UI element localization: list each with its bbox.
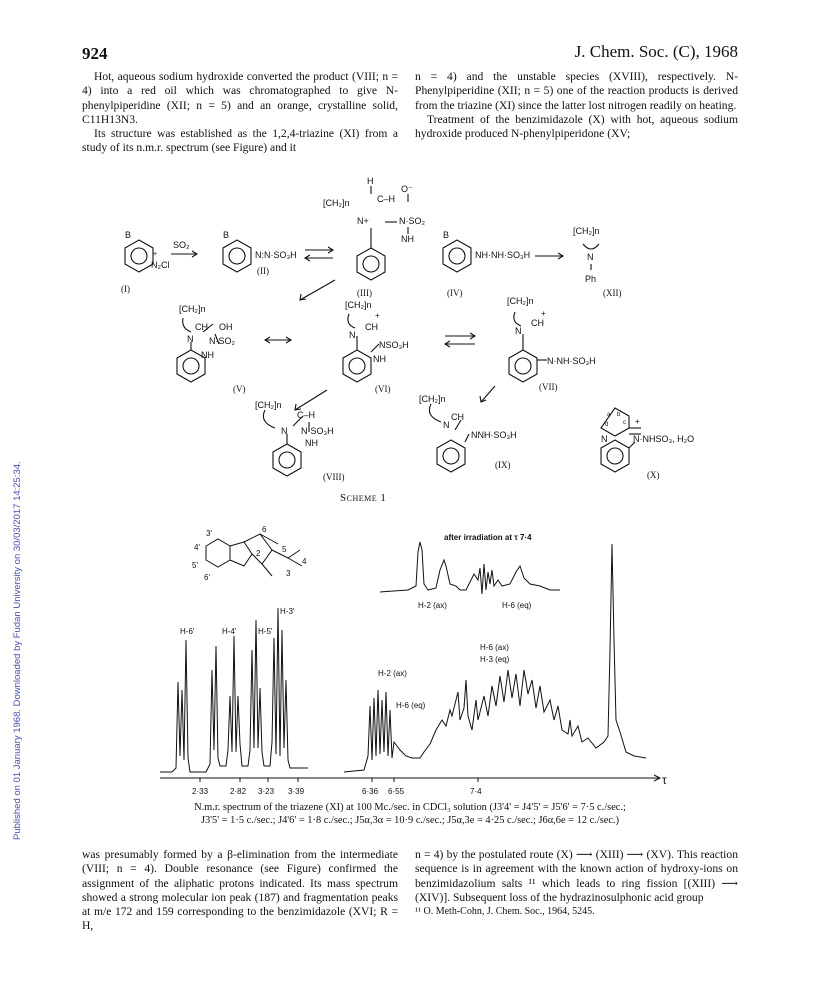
position-label: 4 [302, 557, 307, 566]
label-VI: (VI) [375, 384, 391, 394]
substituent-B: B [443, 230, 450, 240]
journal-header: J. Chem. Soc. (C), 1968 [574, 42, 738, 61]
inset-title: after irradiation at τ 7·4 [444, 533, 532, 542]
tick-label: 3·23 [258, 787, 275, 796]
top-left-column [82, 70, 398, 156]
nh-group: NH [373, 354, 386, 364]
triazine-benzo-ring [206, 539, 230, 567]
axis-symbol-tau: τ [662, 773, 667, 787]
label-IV: (IV) [447, 288, 463, 298]
peak-label-h3prime: H-3' [280, 607, 295, 616]
download-watermark [2, 120, 23, 840]
scheme-title: Scheme 1 [340, 492, 387, 504]
ch2n-chain: [CH₂]n [179, 304, 206, 314]
tick-label: 7·4 [470, 787, 482, 796]
position-label: 5' [192, 561, 198, 570]
ring-letter-d: d [605, 422, 609, 428]
tick-label: 6·36 [362, 787, 379, 796]
benzene-ring-II [223, 240, 251, 272]
nh-group: NH [401, 234, 414, 244]
position-label: 4' [194, 543, 200, 552]
nh-group: NH [201, 350, 214, 360]
hydrazino-sulphonic-group: NH·NH·SO₃H [475, 250, 531, 260]
benzene-ring-IX [437, 440, 465, 472]
paragraph: Hot, aqueous sodium hydroxide converted the product (VIII; n = 4) into a red oil which was chromatographed to give N-phenylpiperidine (XII; n = 5) and an orange, crystalline solid, C11H13N3. [82, 70, 398, 126]
diazosulphonic-group: N:N·SO₃H [255, 250, 297, 260]
peak-label-h6ax: H-6 (ax) [480, 643, 509, 652]
n-plus: N+ [357, 216, 369, 226]
ring-letter-a: a [607, 412, 611, 418]
inset-label-h2ax: H-2 (ax) [418, 601, 447, 610]
page-number: 924 [82, 44, 108, 63]
atom-N: N [187, 334, 194, 344]
atom-N: N [601, 434, 608, 444]
label-VII: (VII) [539, 382, 558, 392]
nso3h-group: NSO₃H [379, 340, 409, 350]
footnote: ¹¹ O. Meth-Cohn, J. Chem. Soc., 1964, 5245. [415, 906, 595, 918]
ch2n-chain: [CH₂]n [573, 226, 600, 236]
plus-sign: + [635, 417, 640, 426]
position-label: 6 [262, 525, 267, 534]
benzene-ring-X [601, 440, 629, 472]
label-III: (III) [357, 288, 372, 298]
bottom-left-column [82, 848, 398, 934]
nh-group: NH [305, 438, 318, 448]
peak-label-h5prime: H-5' [258, 627, 273, 636]
ch-group: CH [365, 322, 378, 332]
ch2n-chain: [CH₂]n [255, 400, 282, 410]
caption-line: N.m.r. spectrum of the triazene (XI) at 100 Mc./sec. in CDCl₃ solution (J3'4' = J4'5' = J5'6' = 7·5 c./sec.; [194, 802, 626, 813]
benzene-ring-VIII [273, 444, 301, 476]
ch2n-chain: [CH₂]n [323, 198, 350, 208]
n-so3h-group: N·SO₃H [301, 426, 334, 436]
tick-label: 6·55 [388, 787, 405, 796]
label-IX: (IX) [495, 460, 511, 470]
ch2n-chain: [CH₂]n [419, 394, 446, 404]
position-label: 2 [256, 549, 261, 558]
position-label: 6' [204, 573, 210, 582]
n-so2: N·SO₂ [399, 216, 425, 226]
figure-caption [140, 802, 680, 827]
atom-N: N [587, 252, 594, 262]
ch-group: CH [195, 322, 208, 332]
paragraph: n = 4) and the unstable species (XVIII), respectively. N-Phenylpiperidine (XII; n = 5) one of the reaction products is derived from the triazine (XI) since the latter lost nitrogen readily on heating. [415, 70, 738, 112]
atom-N: N [349, 330, 356, 340]
atom-N: N [281, 426, 288, 436]
ch-group: CH [451, 412, 464, 422]
plus-sign: + [153, 251, 158, 258]
caption-line: J3'5' = 1·5 c./sec.; J4'6' = 1·8 c./sec.; J5α,3α = 10·9 c./sec.; J5α,3e = 4·25 c./sec.; J6α,6e = 12 c./sec.) [200, 814, 620, 826]
ring-letter-c: c [623, 420, 626, 426]
label-VIII: (VIII) [323, 472, 345, 482]
oxide-anion: O⁻ [401, 184, 413, 194]
position-label: 5 [282, 545, 287, 554]
position-label: 3' [206, 529, 212, 538]
nmr-spectrum-figure [140, 520, 700, 805]
label-I: (I) [121, 284, 130, 294]
tick-label: 2·33 [192, 787, 209, 796]
peak-label-h4prime: H-4' [222, 627, 237, 636]
paragraph: was presumably formed by a β-elimination from the intermediate (VIII; n = 4). Double resonance (see Figure) confirmed the assignment of the aliphatic protons indicated. Its mass spectrum showed a strong molecular ion peak (187) and fragmentation peaks at m/e 172 and 159 corresponding to the benzimidazole (XVI; R = H, [82, 848, 398, 933]
paragraph: Its structure was established as the 1,2,4-triazine (XI) from a study of its n.m.r. spectrum (see Figure) and it [82, 127, 398, 155]
benzene-ring-VI [343, 350, 371, 382]
n-so2: N·SO₂ [209, 336, 235, 346]
benzene-ring-III [357, 248, 385, 280]
c-h-group: C–H [297, 410, 316, 420]
benzene-ring-VII [509, 350, 537, 382]
nnh-so3h-group: NNH·SO₃H [471, 430, 517, 440]
peak-label-h6eq: H-6 (eq) [396, 701, 426, 710]
reagent-so2: SO₂ [173, 240, 190, 250]
plus-sign: + [375, 311, 380, 320]
phenyl: Ph [585, 274, 597, 284]
atom-N: N [515, 326, 522, 336]
peak-label-h3eq: H-3 (eq) [480, 655, 510, 664]
ch2n-chain: [CH₂]n [507, 296, 534, 306]
atom-H: H [367, 176, 374, 186]
plus-sign: + [541, 309, 546, 318]
hydroxyl: OH [219, 322, 233, 332]
top-right-column [415, 70, 738, 141]
diazonium-chloride: N₂Cl [151, 260, 170, 270]
peak-label-h2ax: H-2 (ax) [378, 669, 407, 678]
label-V: (V) [233, 384, 246, 394]
paragraph: n = 4) by the postulated route (X) ⟶ (XIII) ⟶ (XV). This reaction sequence is in agreement with the known action of hydroxy-ions on benzimidazolium salts ¹¹ which leads to ring fission [(XIII) ⟶ (XIV)]. Subsequent loss of the hydrazinosulphonic acid group [415, 848, 738, 904]
label-XII: (XII) [603, 288, 622, 298]
tick-label: 2·82 [230, 787, 247, 796]
inset-label-h6eq: H-6 (eq) [502, 601, 532, 610]
position-label: 3 [286, 569, 291, 578]
substituent-B: B [125, 230, 132, 240]
tick-label: 3·39 [288, 787, 305, 796]
irradiation-inset-trace [380, 542, 560, 594]
n-nhso3-h2o-group: N·NHSO₃, H₂O [633, 434, 695, 444]
watermark-text: Published on 01 January 1968. Downloaded by Fudan University on 30/03/2017 14:25:34. [12, 461, 23, 840]
atom-N: N [443, 420, 450, 430]
peak-label-h6prime: H-6' [180, 627, 195, 636]
ch-group: CH [531, 318, 544, 328]
reaction-scheme [95, 172, 715, 508]
n-nh-so3h-group: N·NH·SO₃H [547, 356, 596, 366]
substituent-B: B [223, 230, 230, 240]
benzene-ring-IV [443, 240, 471, 272]
ch2n-chain: [CH₂]n [345, 300, 372, 310]
c-h-group: C–H [377, 194, 396, 204]
ring-letter-b: b [617, 412, 621, 418]
paragraph: Treatment of the benzimidazole (X) with hot, aqueous sodium hydroxide produced N-phenylpiperidone (XV; [415, 112, 738, 141]
label-X: (X) [647, 470, 660, 480]
label-II: (II) [257, 266, 269, 276]
benzene-ring-I [125, 240, 153, 272]
bottom-right-column [415, 848, 738, 919]
